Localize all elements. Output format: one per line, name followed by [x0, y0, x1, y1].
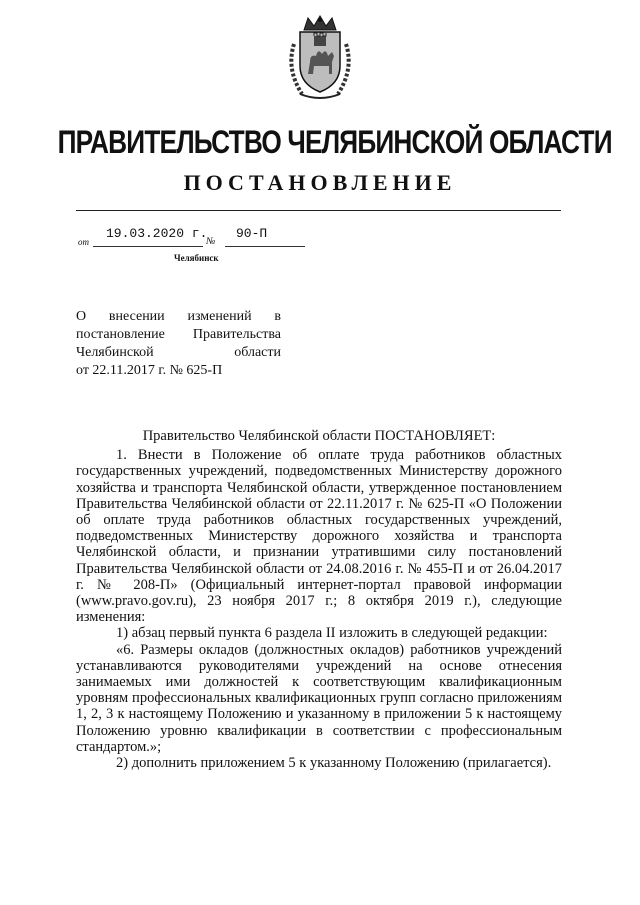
chelyabinsk-coat-of-arms-icon [284, 14, 356, 100]
paragraph-2: 1) абзац первый пункта 6 раздела II изложить в следующей редакции: [116, 625, 548, 642]
document-type: ПОСТАНОВЛЕНИЕ [183, 170, 457, 195]
date-underline [93, 246, 203, 247]
document-body [76, 428, 562, 771]
number-label: № [206, 236, 216, 247]
government-title: ПРАВИТЕЛЬСТВО ЧЕЛЯБИНСКОЙ ОБЛАСТИ [57, 124, 612, 160]
paragraph-1: 1. Внести в Положение об оплате труда работников областных государственных учреждений, подведомственных Министерству дорожного хозяйства и транспорта Челябинской области, утвержденное постановлением Правительства Челябинской области от 22.11.2017 г. № 625-П «О Положении об оплате труда работников областных государственных учреждений, подведомственных Министерству дорожного хозяйства и транспорта Челябинской области, и признании утратившими силу постановлений Правительства Челябинской области от 24.08.2016 г. № 455-П и от 26.04.2017 г. № 208-П» (Официальный интернет-портал правовой информации (www.pravo.gov.ru), 23 ноября 2017 г.; 8 октября 2019 г.), следующие изменения: [76, 447, 562, 626]
preamble: Правительство Челябинской области ПОСТАНОВЛЯЕТ: [142, 428, 496, 444]
number-underline [225, 246, 305, 247]
subject-line: Челябинской области [76, 345, 281, 360]
subject-line: от 22.11.2017 г. № 625-П [76, 363, 223, 378]
date-label: от [78, 237, 89, 247]
subject-line: О внесении изменений в [76, 309, 281, 324]
paragraph-4: 2) дополнить приложением 5 к указанному Положению (прилагается). [116, 755, 552, 772]
issue-city: Челябинск [174, 253, 219, 263]
header-rule [76, 210, 561, 211]
paragraph-3: «6. Размеры окладов (должностных окладов) работников учреждений устанавливаются руководителями учреждений на основе отнесения занимаемых ими должностей к соответствующим квалификационным уровням профессиональных квалификационных групп согласно приложениям 1, 2, 3 к настоящему Положению и указанному в приложении 5 к настоящему Положению уровню квалификации в соответствии с профессиональным стандартом.»; [76, 641, 562, 755]
document-number: 90-П [236, 226, 268, 241]
document-subject [76, 308, 281, 380]
document-date: 19.03.2020 г. [106, 226, 208, 241]
subject-line: постановление Правительства [76, 327, 281, 342]
